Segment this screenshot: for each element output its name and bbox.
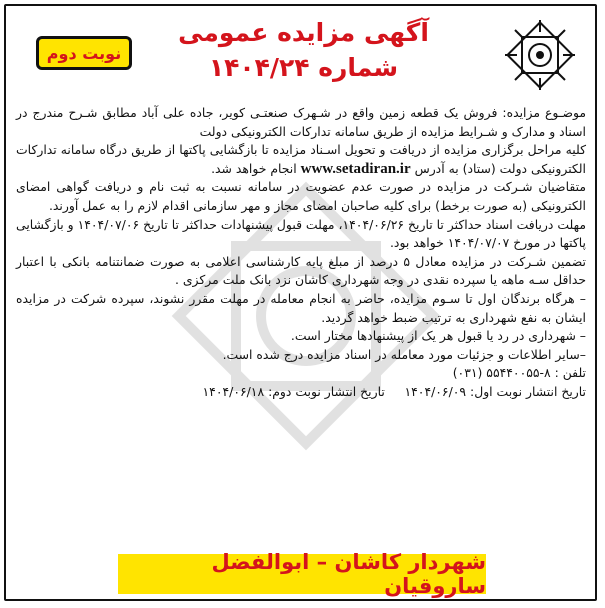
stages-text: کلیه مراحل برگزاری مزایده از دریافت و تحویل اسـناد مزایده تا بازگشایی پاکتها از طریق درگاه سامانه تدارکات الکترونیکی دولت (ستاد) به آدرس	[16, 142, 586, 176]
publish-dates-line: تاریخ انتشار نوبت اول: ۱۴۰۴/۰۶/۰۹ تاریخ انتشار نوبت دوم: ۱۴۰۴/۰۶/۱۸	[202, 383, 586, 399]
stages-paragraph	[16, 141, 586, 178]
phone-line: تلفن : ۸-۵۵۴۴۰۰۵۵ (۰۳۱)	[452, 365, 586, 381]
mayor-signature: شهردار کاشان – ابوالفضل ساروقیان	[118, 554, 486, 594]
registration-paragraph: متقاضیان شـرکت در مزایده در صورت عدم عضویت در سامانه نسبت به ثبت نام و دریافت گواهی امضای الکترونیکی (به صورت برخط) برای کلیه صاحبان امضای مجاز و مهر سازمانی اقدام لازم را به عمل آورند.	[16, 179, 586, 213]
stages-end-text: انجام خواهد شد.	[211, 160, 297, 176]
second-round-badge: نوبت دوم	[36, 36, 132, 70]
title-block	[146, 16, 461, 86]
deadlines-paragraph: مهلت دریافت اسناد حداکثر تا تاریخ ۱۴۰۴/۰۶/۲۶، مهلت قبول پیشنهادات حداکثر تا تاریخ ۱۴۰۴/۰۷/۰۶ و بازگشایی پاکتها در مورخ ۱۴۰۴/۰۷/۰۷ خواهد بود.	[16, 216, 586, 251]
kashan-municipality-emblem-icon	[503, 18, 577, 92]
winners-paragraph: – هرگاه برندگان اول تا سـوم مزایده، حاضر به انجام معامله در مهلت مقرر نشوند، سپرده شرکت در مزایده ایشان به نفع شهرداری به ترتیب ضبط خواهد گردید.	[16, 290, 586, 325]
rights-paragraph: – شهرداری در رد یا قبول هر یک از پیشنهادها مختار است.	[290, 328, 586, 344]
notice-body	[16, 104, 586, 402]
setadiran-link[interactable]: www.setadiran.ir	[300, 160, 411, 177]
guarantee-paragraph: تضمین شـرکت در مزایده معادل ۵ درصد از مبلغ پایه کارشناسی اعلامی به صورت ضمانتنامه بانکی با اعتبار حداقل سـه ماهه یا سپرده نقدی در وجه شهرداری کاشان نزد بانک ملت مرکزی .	[16, 253, 586, 288]
notice-number: شماره ۱۴۰۴/۲۴	[208, 53, 399, 82]
other-info-paragraph: –سایر اطلاعات و جزئیات مورد معامله در اسناد مزایده درج شده است.	[222, 346, 586, 362]
notice-frame	[4, 4, 597, 601]
notice-title: آگهی مزایده عمومی	[178, 18, 429, 47]
notice-header	[6, 6, 599, 102]
subject-paragraph: موضـوع مزایده: فروش یک قطعه زمین واقع در شـهرک صنعتـی کویر، جاده علی آباد مطابق شـرح مندرج در اسناد و مدارک و شـرایط مزایده از طریق سامانه تدارکات الکترونیکی دولت	[16, 105, 586, 139]
